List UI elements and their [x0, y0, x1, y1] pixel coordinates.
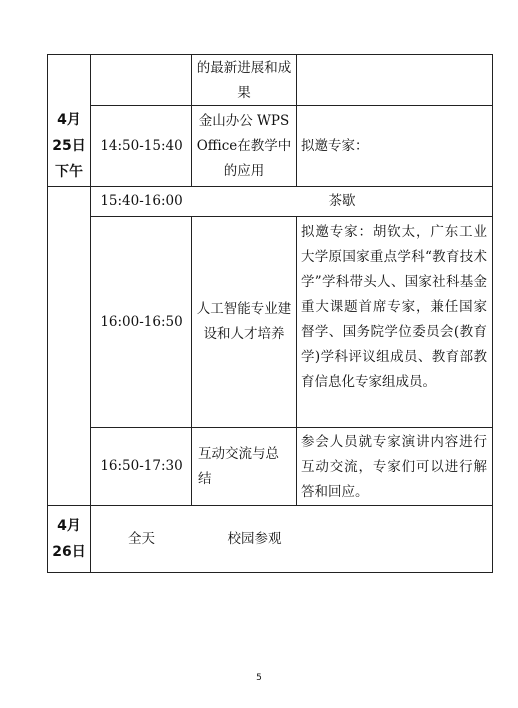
- col-divider-time: [191, 54, 192, 187]
- time-cell: 15:40-16:00: [100, 193, 183, 209]
- table-top-border: [47, 54, 493, 55]
- table-right-border: [492, 54, 493, 573]
- col-divider-topic: [296, 216, 297, 506]
- time-cell: 16:50-17:30: [100, 458, 183, 474]
- topic-cell: 的最新进展和成果: [196, 60, 292, 101]
- topic-cell: 人工智能专业建设和人才培养: [196, 301, 292, 342]
- topic-cell: 金山办公 WPS Office在教学中的应用: [196, 113, 292, 179]
- col-divider-date: [90, 54, 91, 573]
- col-divider-time: [191, 216, 192, 506]
- speaker-cell: 拟邀专家：胡钦太，广东工业大学原国家重点学科“教育技术学”学科带头人、国家社科基金重大课题首席专家，兼任国家督学、国务院学位委员会(教育学)学科评议组成员、教育部教育信息化专家组成员。: [301, 224, 487, 390]
- page-number: 5: [256, 673, 262, 683]
- time-cell: 全天: [128, 530, 155, 547]
- date-cell: 4月25日下午: [52, 112, 86, 180]
- time-cell: 14:50-15:40: [100, 137, 183, 154]
- date-cell: 4月26日: [52, 518, 86, 560]
- table-left-border: [47, 54, 48, 573]
- activity-cell: 校园参观: [227, 530, 282, 547]
- time-cell: 16:00-16:50: [100, 313, 183, 330]
- table-bottom-border: [47, 572, 493, 573]
- col-divider-topic: [296, 54, 297, 187]
- activity-cell: 茶歇: [328, 193, 356, 209]
- speaker-cell: 参会人员就专家演讲内容进行互动交流，专家们可以进行解答和回应。: [301, 434, 487, 500]
- speaker-cell: 拟邀专家：: [301, 137, 369, 154]
- topic-cell: 互动交流与总结: [198, 445, 279, 487]
